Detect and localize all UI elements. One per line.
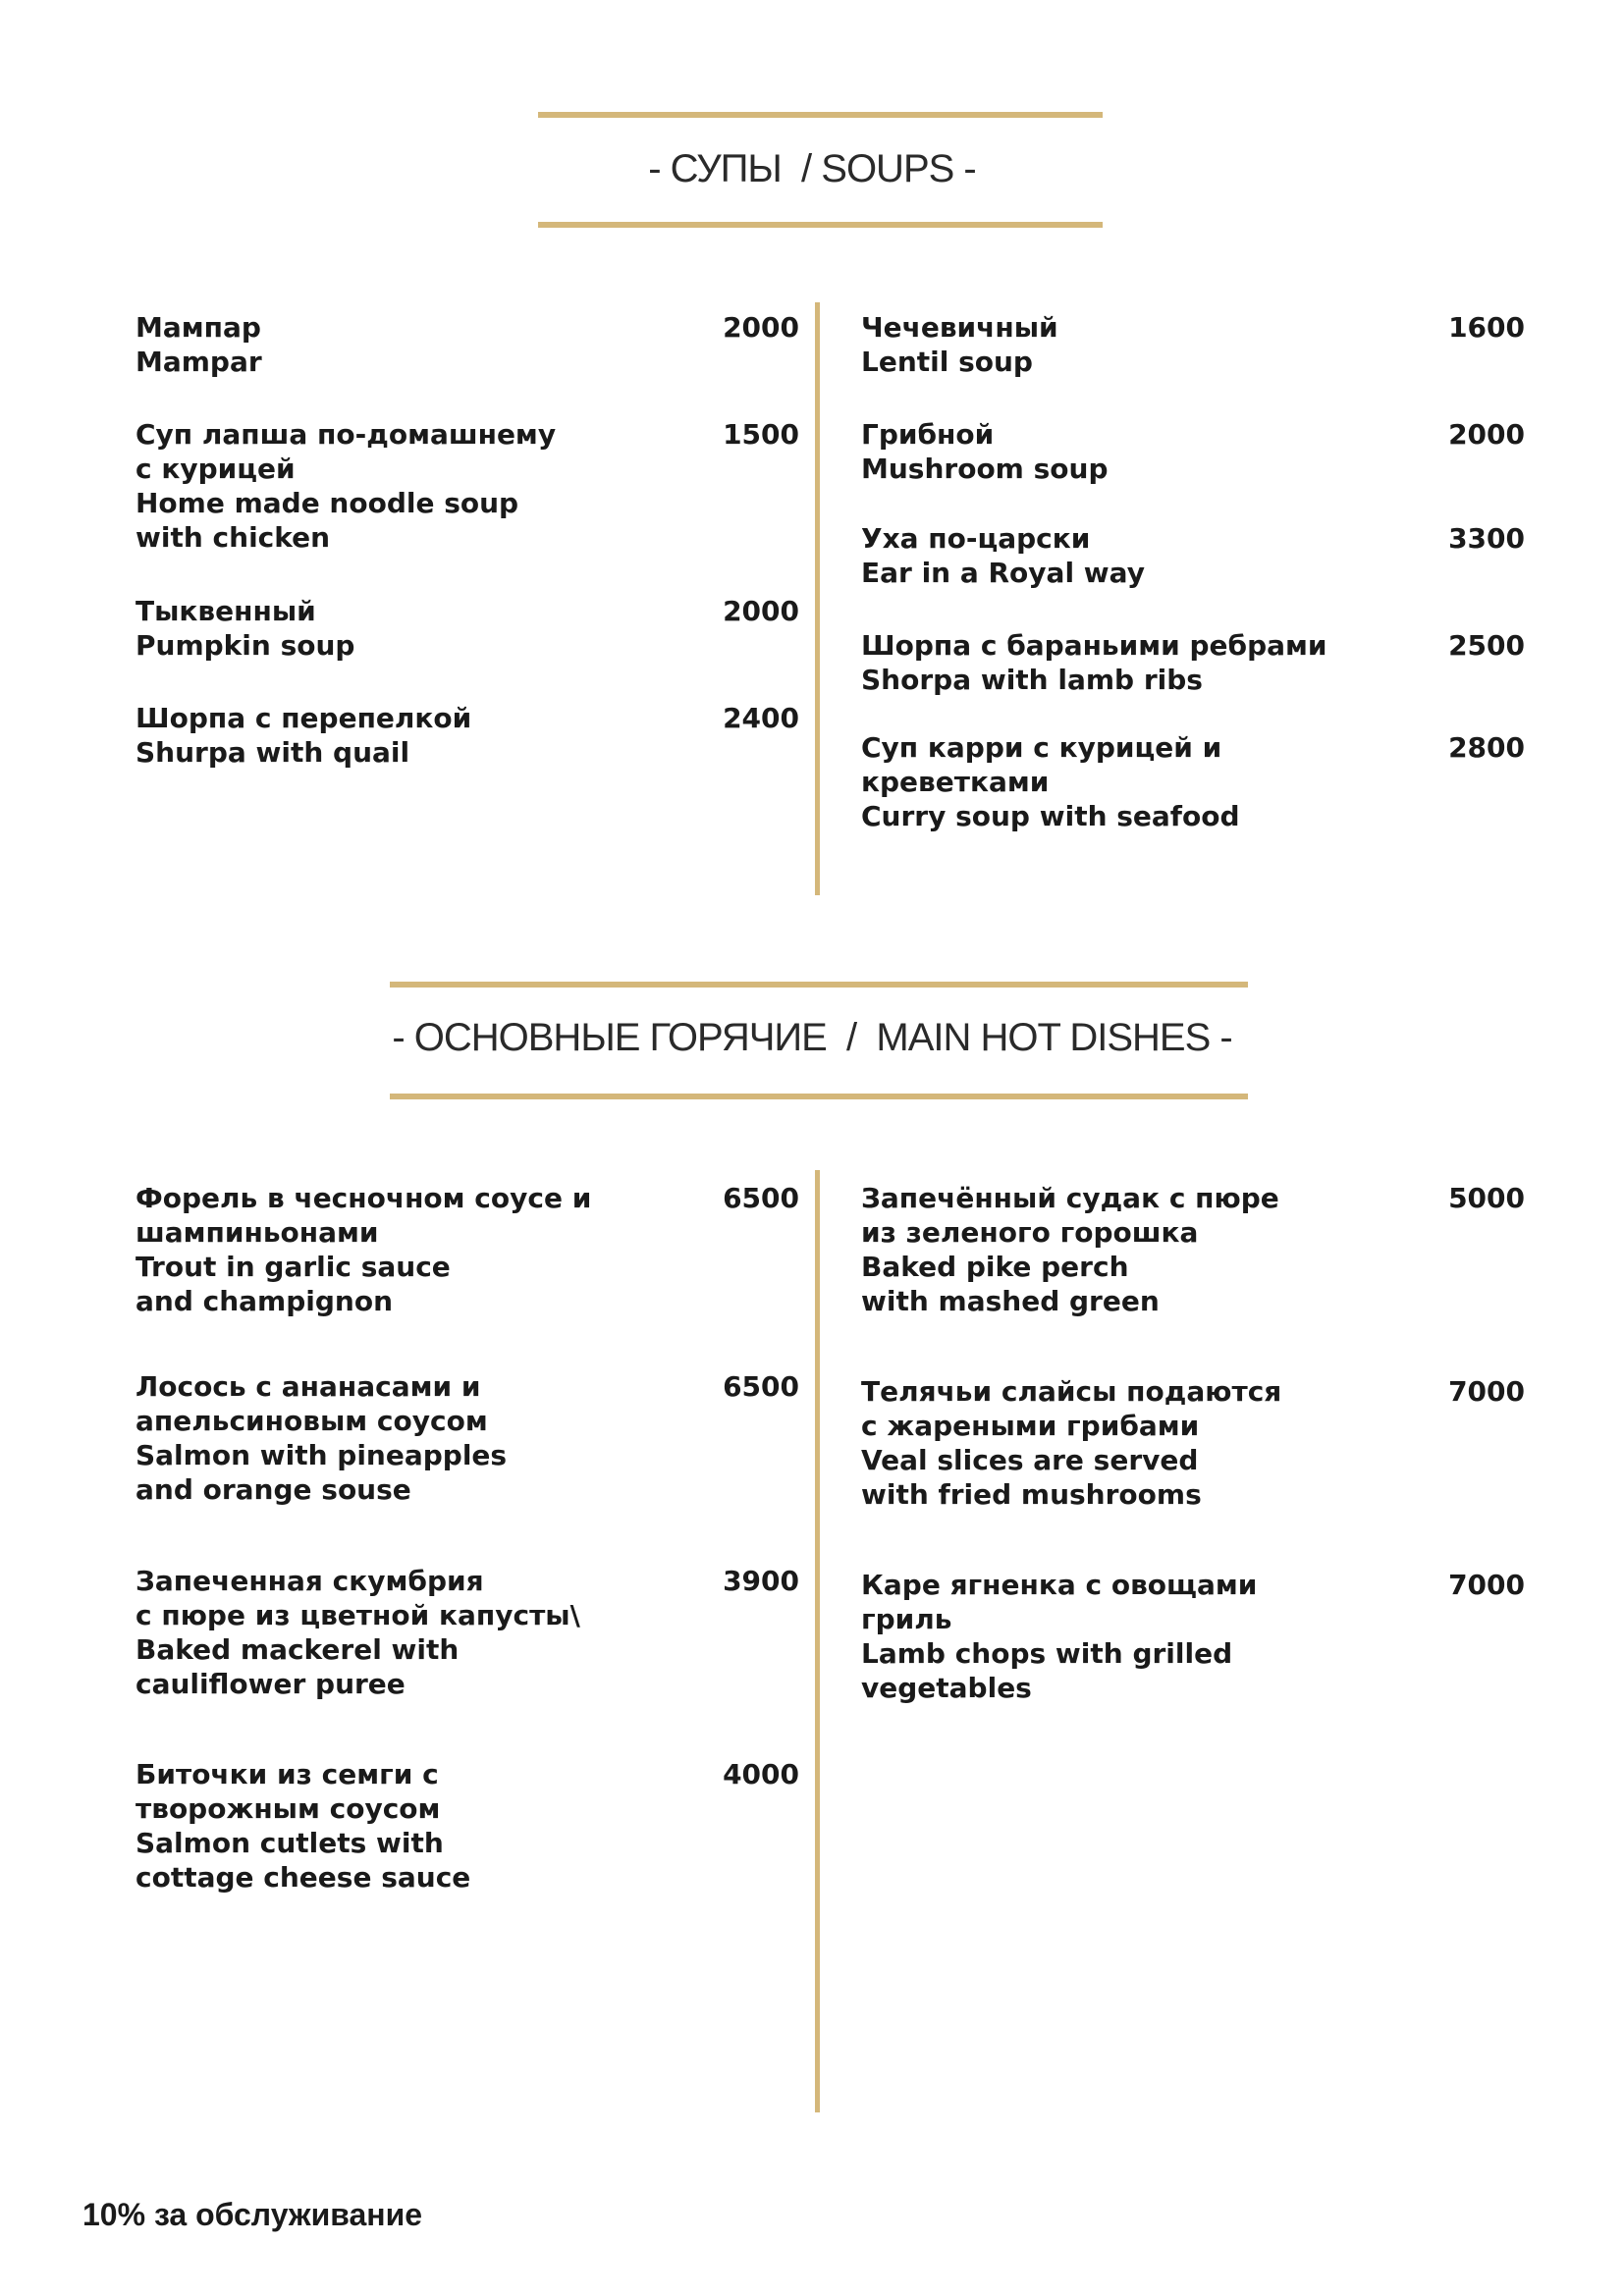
dish-price: 1500 <box>723 418 799 451</box>
menu-item <box>135 1757 799 1895</box>
soups-top-rule <box>538 112 1103 118</box>
dish-price: 2400 <box>723 702 799 734</box>
menu-item <box>861 521 1525 590</box>
dish-name: Шорпа с перепелкой Shurpa with quail <box>135 702 472 769</box>
menu-item <box>135 701 799 770</box>
main-column-divider <box>815 1170 820 2112</box>
dish-name: Уха по-царски Ear in a Royal way <box>861 522 1145 589</box>
dish-price: 7000 <box>1448 1569 1525 1601</box>
dish-price: 2000 <box>723 311 799 344</box>
dish-name: Тыквенный Pumpkin soup <box>135 595 355 662</box>
dish-price: 7000 <box>1448 1375 1525 1408</box>
dish-price: 6500 <box>723 1182 799 1214</box>
menu-item <box>861 1181 1525 1318</box>
dish-price: 2000 <box>1448 418 1525 451</box>
menu-item <box>861 730 1525 833</box>
dish-name: Биточки из семги с творожным соусом Salmon cutlets with cottage cheese sauce <box>135 1758 471 1894</box>
main-section-title: - ОСНОВНЫЕ ГОРЯЧИЕ / MAIN HOT DISHES - <box>392 1016 1232 1059</box>
soups-column-divider <box>815 302 820 895</box>
service-charge-note: 10% за обслуживание <box>82 2197 423 2232</box>
dish-name: Каре ягненка с овощами гриль Lamb chops with grilled vegetables <box>861 1569 1258 1704</box>
dish-name: Мампар Mampar <box>135 311 262 378</box>
dish-price: 2800 <box>1448 731 1525 764</box>
menu-item <box>861 417 1525 486</box>
dish-price: 4000 <box>723 1758 799 1790</box>
menu-item <box>861 1374 1525 1512</box>
menu-item <box>861 310 1525 379</box>
menu-item <box>135 417 799 555</box>
dish-name: Шорпа с бараньими ребрами Shorpa with lamb ribs <box>861 629 1327 696</box>
dish-name: Суп лапша по-домашнему с курицей Home made noodle soup with chicken <box>135 418 557 554</box>
menu-item <box>861 1568 1525 1705</box>
soups-bottom-rule <box>538 222 1103 228</box>
main-bottom-rule <box>390 1094 1248 1099</box>
menu-item <box>135 1564 799 1701</box>
dish-price: 3900 <box>723 1565 799 1597</box>
dish-name: Грибной Mushroom soup <box>861 418 1109 485</box>
dish-name: Лосось с ананасами и апельсиновым соусом Salmon with pineapples and orange souse <box>135 1370 508 1506</box>
menu-item <box>135 310 799 379</box>
dish-name: Запеченная скумбрия с пюре из цветной капусты\ Baked mackerel with cauliflower puree <box>135 1565 580 1700</box>
dish-name: Телячьи слайсы подаются с жареными грибами Veal slices are served with fried mushrooms <box>861 1375 1282 1511</box>
dish-price: 3300 <box>1448 522 1525 555</box>
dish-name: Чечевичный Lentil soup <box>861 311 1058 378</box>
dish-price: 5000 <box>1448 1182 1525 1214</box>
dish-name: Форель в чесночном соусе и шампиньонами Trout in garlic sauce and champignon <box>135 1182 592 1317</box>
menu-item <box>861 628 1525 697</box>
main-top-rule <box>390 982 1248 988</box>
dish-price: 2500 <box>1448 629 1525 662</box>
dish-name: Суп карри с курицей и креветками Curry soup with seafood <box>861 731 1240 832</box>
dish-price: 6500 <box>723 1370 799 1403</box>
dish-price: 2000 <box>723 595 799 627</box>
soups-section-title: - СУПЫ / SOUPS - <box>648 147 976 190</box>
menu-item <box>135 1181 799 1318</box>
dish-price: 1600 <box>1448 311 1525 344</box>
menu-item <box>135 594 799 663</box>
dish-name: Запечённый судак с пюре из зеленого горошка Baked pike perch with mashed green <box>861 1182 1279 1317</box>
menu-item <box>135 1369 799 1507</box>
